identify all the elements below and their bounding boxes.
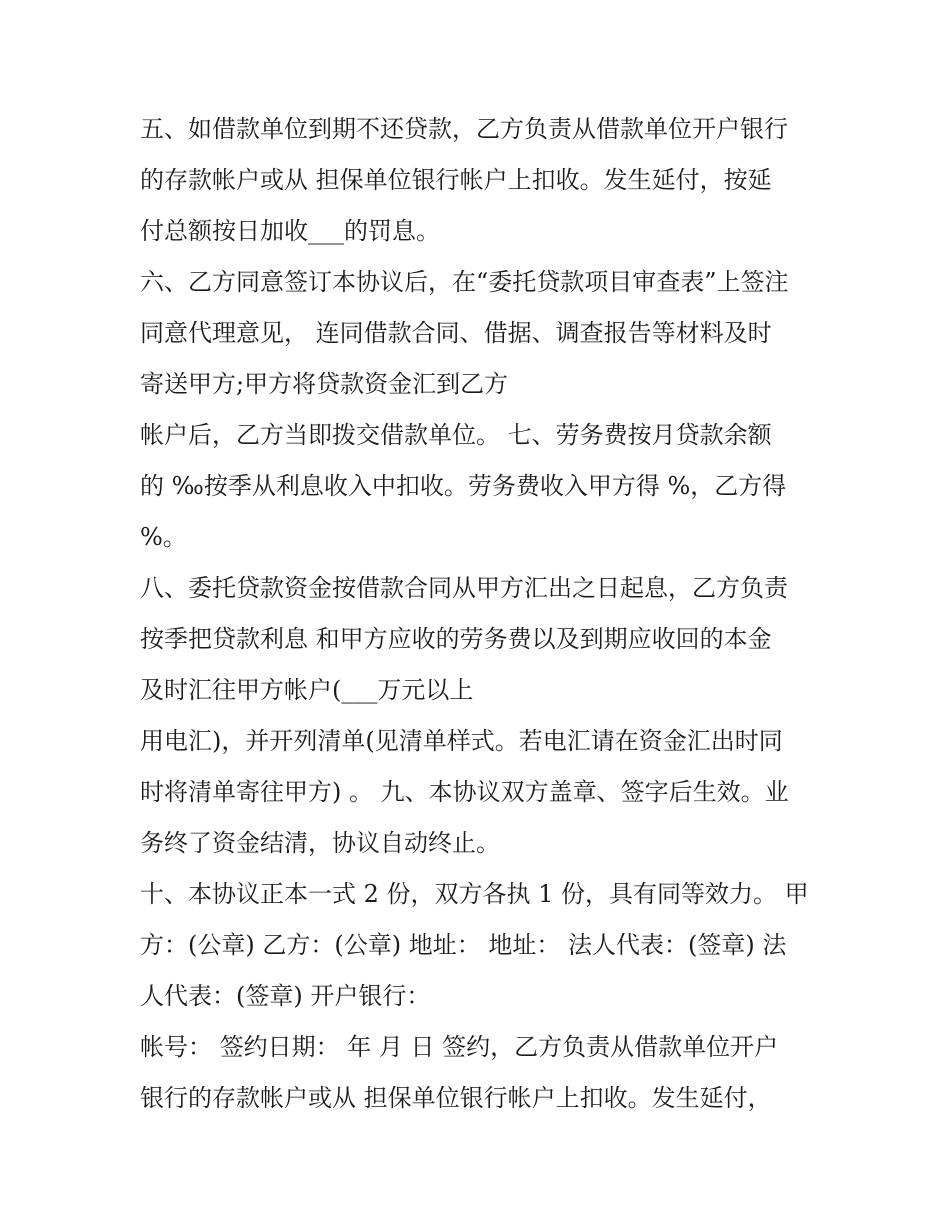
text-line: 六、乙方同意签订本协议后，在“委托贷款项目审查表”上签注	[140, 268, 789, 296]
text-line: %。	[140, 523, 187, 551]
text-line: 寄送甲方;甲方将贷款资金汇到乙方	[140, 370, 509, 398]
text-line: 银行的存款帐户或从 担保单位银行帐户上扣收。发生延付，	[140, 1084, 772, 1112]
text-line: 八、委托贷款资金按借款合同从甲方汇出之日起息，乙方负责	[140, 574, 788, 602]
text-line: 帐号： 签约日期： 年 月 日 签约，乙方负责从借款单位开户	[140, 1033, 779, 1061]
text-line: 人代表：(签章) 开户银行：	[140, 982, 431, 1010]
text-line: 时将清单寄往甲方) 。 九、本协议双方盖章、签字后生效。业	[140, 778, 789, 806]
text-line: 付总额按日加收___的罚息。	[140, 217, 440, 245]
text-line: 十、本协议正本一式 2 份，双方各执 1 份，具有同等效力。 甲	[140, 880, 809, 908]
text-line: 同意代理意见， 连同借款合同、借据、调查报告等材料及时	[140, 319, 772, 347]
text-line: 按季把贷款利息 和甲方应收的劳务费以及到期应收回的本金	[140, 625, 772, 653]
text-line: 用电汇)，并开列清单(见清单样式。若电汇请在资金汇出时同	[140, 727, 783, 755]
text-line: 方：(公章) 乙方：(公章) 地址： 地址： 法人代表：(签章) 法	[140, 931, 787, 959]
text-line: 务终了资金结清，协议自动终止。	[140, 829, 500, 857]
text-line: 的存款帐户或从 担保单位银行帐户上扣收。发生延付，按延	[140, 166, 772, 194]
text-line: 的 ‰按季从利息收入中扣收。劳务费收入甲方得 %，乙方得	[140, 472, 787, 500]
text-line: 五、如借款单位到期不还贷款，乙方负责从借款单位开户银行	[140, 115, 788, 143]
text-line: 帐户后，乙方当即拨交借款单位。 七、劳务费按月贷款余额	[140, 421, 772, 449]
text-line: 及时汇往甲方帐户(___万元以上	[140, 676, 474, 704]
